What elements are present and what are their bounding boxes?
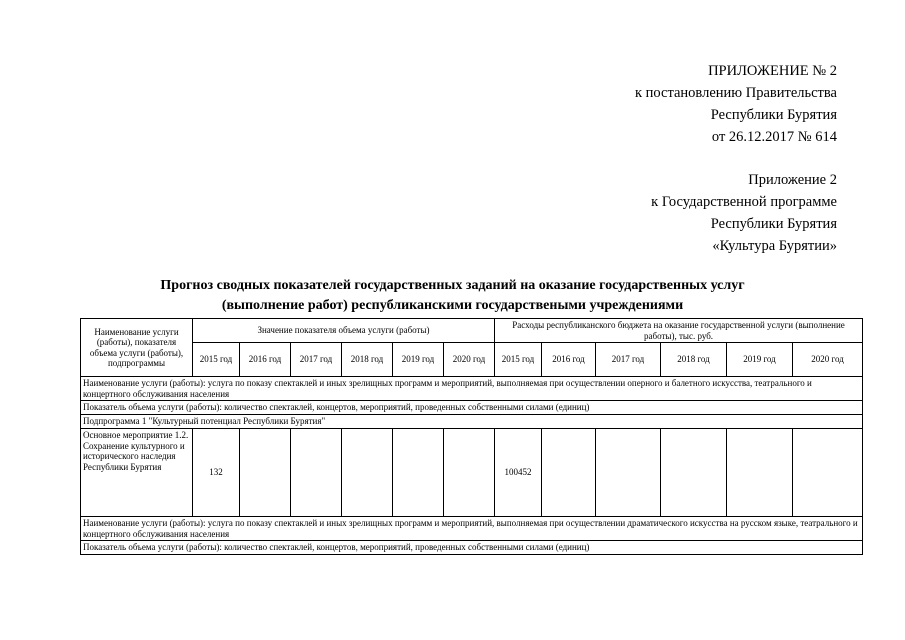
- subprogram-row: Подпрограмма 1 "Культурный потенциал Республики Бурятия": [81, 415, 863, 429]
- title-line: Прогноз сводных показателей государственных заданий на оказание государственных услуг: [160, 278, 745, 293]
- program-header: [651, 169, 837, 257]
- appendix-header: [635, 60, 837, 148]
- appendix-line: от 26.12.2017 № 614: [711, 129, 837, 145]
- expense-2020-cell: [793, 429, 863, 517]
- year-header: 2020 год: [793, 343, 863, 377]
- year-header: 2015 год: [495, 343, 542, 377]
- title-line: (выполнение работ) республиканскими государствеными учреждениями: [221, 298, 684, 313]
- indicator-row: Показатель объема услуги (работы): количество спектаклей, концертов, мероприятий, проведенных собственными силами (единиц): [81, 401, 863, 415]
- volume-2015-cell: 132: [193, 429, 240, 517]
- activity-name-cell: Основное мероприятие 1.2. Сохранение культурного и исторического наследия Республики Бурятия: [81, 429, 193, 517]
- program-line: Республики Бурятия: [710, 216, 837, 232]
- program-line: «Культура Бурятии»: [712, 238, 837, 254]
- expense-2016-cell: [542, 429, 596, 517]
- appendix-line: ПРИЛОЖЕНИЕ № 2: [708, 63, 837, 79]
- year-header: 2017 год: [291, 343, 342, 377]
- service-name-row: Наименование услуги (работы): услуга по показу спектаклей и иных зрелищных программ и мероприятий, выполняемая при осуществлении драматического искусства на русском языке, театрального и концертного обслуживания населения: [81, 517, 863, 541]
- year-header: 2019 год: [727, 343, 793, 377]
- appendix-line: к постановлению Правительства: [635, 85, 837, 101]
- year-header: 2020 год: [444, 343, 495, 377]
- volume-2018-cell: [342, 429, 393, 517]
- year-header: 2018 год: [661, 343, 727, 377]
- appendix-line: Республики Бурятия: [710, 107, 837, 123]
- year-header: 2015 год: [193, 343, 240, 377]
- volume-2020-cell: [444, 429, 495, 517]
- volume-2016-cell: [240, 429, 291, 517]
- year-header: 2019 год: [393, 343, 444, 377]
- year-header: 2017 год: [596, 343, 661, 377]
- column-group-volume: Значение показателя объема услуги (работы): [193, 319, 495, 343]
- forecast-table: [80, 318, 863, 555]
- indicator-row: Показатель объема услуги (работы): количество спектаклей, концертов, мероприятий, проведенных собственными силами (единиц): [81, 541, 863, 555]
- expense-2018-cell: [661, 429, 727, 517]
- column-header-name: Наименование услуги (работы), показателя объема услуги (работы), подпрограммы: [81, 319, 193, 377]
- expense-2017-cell: [596, 429, 661, 517]
- year-header: 2016 год: [542, 343, 596, 377]
- expense-2019-cell: [727, 429, 793, 517]
- program-line: Приложение 2: [748, 172, 837, 188]
- program-line: к Государственной программе: [651, 194, 837, 210]
- volume-2019-cell: [393, 429, 444, 517]
- volume-2017-cell: [291, 429, 342, 517]
- service-name-row: Наименование услуги (работы): услуга по показу спектаклей и иных зрелищных программ и мероприятий, выполняемая при осуществлении оперного и балетного искусства, театрального и концертного обслуживания населения: [81, 377, 863, 401]
- year-header: 2018 год: [342, 343, 393, 377]
- column-group-expense: Расходы республиканского бюджета на оказание государственной услуги (выполнение работы), тыс. руб.: [495, 319, 863, 343]
- year-header: 2016 год: [240, 343, 291, 377]
- expense-2015-cell: 100452: [495, 429, 542, 517]
- document-title: [0, 276, 905, 316]
